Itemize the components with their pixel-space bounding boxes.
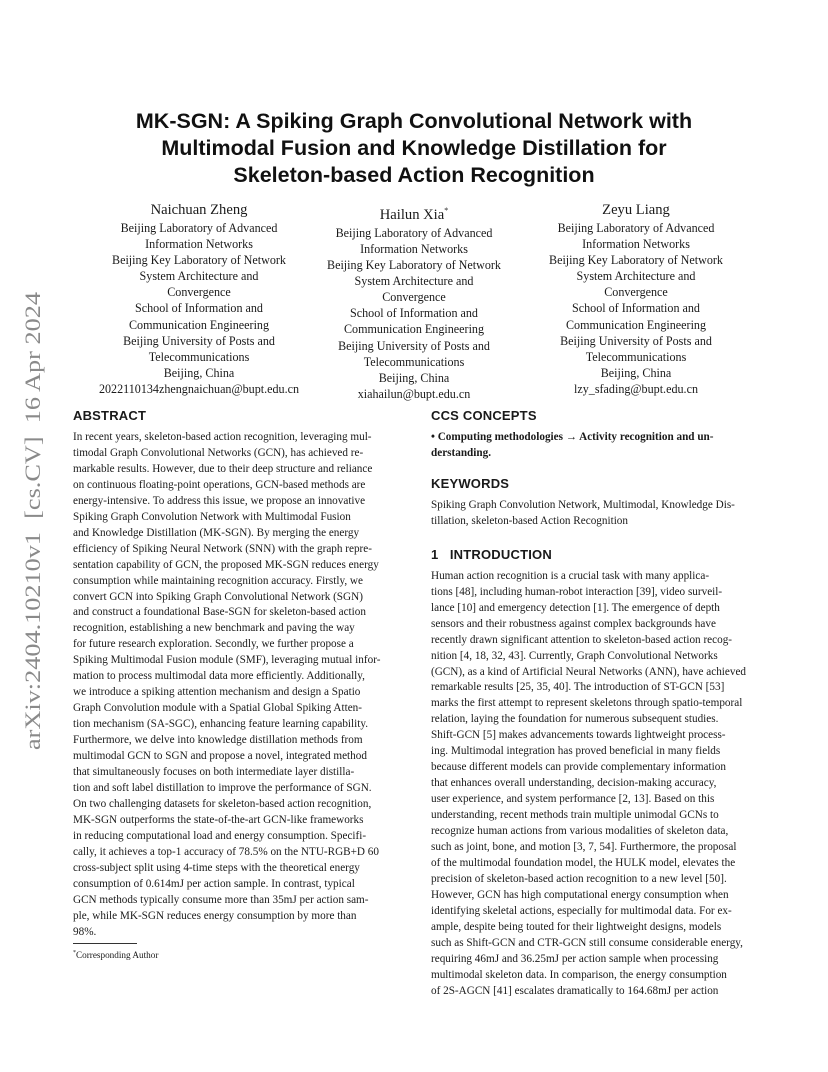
text-line: 98%. — [73, 925, 97, 938]
author-affiliation-line: Communication Engineering — [343, 322, 485, 337]
corresponding-author-mark: * — [444, 206, 449, 215]
text-line: sentation capability of GCN, the proposed MK-SGN reduces energy — [73, 558, 379, 571]
text-line: Shift-GCN [5] makes advancements towards lightweight process- — [431, 729, 726, 742]
footnote-text: Corresponding Author — [76, 950, 159, 961]
text-line: energy-intensive. To address this issue, we propose an innovative — [73, 494, 366, 507]
text-line: tion mechanism (SA-SGC), enhancing feature learning capability. — [73, 718, 369, 731]
text-line: requiring 46mJ and 36.25mJ per action sample when processing — [431, 952, 719, 965]
author-affiliation-line: Beijing University of Posts and — [123, 333, 275, 348]
text-line: because different models can provide complementary information — [431, 761, 726, 774]
text-line: cross-subject split using 4-time steps with the theoretical energy — [73, 861, 360, 874]
text-line: on continuous floating-point operations, GCN-based methods are — [73, 478, 366, 491]
text-line: tions [48], including human-robot interaction [39], video surveil- — [431, 585, 723, 598]
author-affiliation-line: Information Networks — [145, 237, 253, 252]
arxiv-identifier-stamp — [13, 290, 49, 750]
author-affiliation-line: Telecommunications — [585, 349, 687, 364]
text-line: consumption while maintaining recognition accuracy. Firstly, we — [73, 574, 363, 587]
text-line: sensors and their robustness against complex backgrounds have — [431, 617, 716, 630]
arxiv-identifier-text: arXiv:2404.10210v1 [cs.CV] 16 Apr 2024 — [20, 357, 45, 750]
text-line: GCN methods typically consume more than 35mJ per action sam- — [73, 893, 369, 906]
author-affiliation-line: System Architecture and — [139, 269, 259, 284]
author-affiliation-line: Communication Engineering — [565, 317, 707, 332]
title-line: MK-SGN: A Spiking Graph Convolutional Network with — [135, 109, 693, 133]
text-line: convert GCN into Spiking Graph Convolutional Network (SGN) — [73, 590, 363, 603]
text-line: and Knowledge Distillation (MK-SGN). By merging the energy — [73, 526, 360, 539]
text-line: Spiking Multimodal Fusion module (SMF), leveraging mutual infor- — [73, 654, 381, 667]
text-line: Furthermore, we delve into knowledge distillation methods from — [73, 734, 363, 747]
author-affiliation-line: Convergence — [167, 285, 231, 300]
text-line: consumption of 0.614mJ per action sample. In contrast, typical — [73, 877, 355, 890]
text-line: we introduce a spiking attention mechanism and design a Spatio — [73, 686, 361, 699]
text-line: tion and soft label distillation to improve the performance of SGN. — [73, 781, 372, 794]
left-column — [73, 407, 403, 941]
text-line: user experience, and system performance [2, 13]. Based on this — [431, 793, 715, 806]
title-line: Skeleton-based Action Recognition — [233, 163, 595, 187]
author-affiliation-line: System Architecture and — [576, 269, 696, 284]
keywords-body — [431, 498, 761, 530]
text-line: mation to process multimodal data more efficiently. Additionally, — [73, 670, 365, 683]
author-affiliation-line: School of Information and — [135, 301, 263, 316]
author-affiliation-line: Beijing Key Laboratory of Network — [327, 258, 501, 273]
text-line: recognition, establishing a new benchmark and paving the way — [73, 622, 355, 635]
author-affiliation-line: Beijing Laboratory of Advanced — [557, 221, 715, 235]
text-line: and construct a foundational Base-SGN for skeleton-based action — [73, 606, 366, 619]
text-line: • Computing methodologies → Activity recognition and un- — [431, 431, 714, 443]
text-line: that enhances overall understanding, decision-making accuracy, — [431, 777, 717, 790]
ccs-heading: CCS CONCEPTS — [431, 408, 537, 423]
text-line: multimodal GCN to SGN and propose a novel, integrated method — [73, 750, 367, 763]
text-line: recognize human actions from various modalities of skeleton data, — [431, 825, 729, 838]
text-line: relation, laying the foundation for numerous subsequent studies. — [431, 713, 719, 726]
text-line: ample, despite being touted for their lightweight designs, models — [431, 920, 722, 933]
author-affiliation-line: Beijing University of Posts and — [338, 338, 490, 353]
text-line: Spiking Graph Convolution Network, Multimodal, Knowledge Dis- — [431, 498, 735, 511]
text-line: efficiency of Spiking Neural Network (SNN) with the graph repre- — [73, 542, 372, 555]
author-affiliation-line: Beijing Key Laboratory of Network — [112, 253, 286, 268]
author-name: Naichuan Zheng — [150, 202, 248, 218]
text-line: (GCN), as a kind of Artificial Neural Networks (ANN), have achieved — [431, 665, 747, 678]
text-line: that simultaneously focuses on both intermediate layer distilla- — [73, 766, 355, 779]
author-email: 2022110134zhengnaichuan@bupt.edu.cn — [98, 381, 300, 396]
author-affiliation-line: Information Networks — [360, 241, 468, 256]
paper-title — [90, 108, 738, 189]
author-block-liang — [521, 201, 751, 397]
text-line: identifying skeletal actions, especially for multimodal data. For ex- — [431, 904, 732, 917]
author-name: Zeyu Liang — [602, 202, 670, 218]
text-line: lance [10] and emergency detection [1]. The emergence of depth — [431, 601, 720, 614]
author-email: xiahailun@bupt.edu.cn — [357, 386, 471, 401]
text-line: Spiking Graph Convolution Network with Multimodal Fusion — [73, 510, 351, 523]
author-affiliation-line: Information Networks — [582, 237, 690, 252]
author-affiliation-line: School of Information and — [350, 306, 478, 321]
footnote-divider — [73, 943, 137, 944]
text-line: MK-SGN outperforms the state-of-the-art GCN-like frameworks — [73, 813, 364, 826]
author-affiliation-line: Convergence — [604, 285, 668, 300]
keywords-heading: KEYWORDS — [431, 475, 510, 491]
author-block-zheng — [84, 201, 314, 397]
text-line: marks the first attempt to represent skeletons through spatio-temporal — [431, 697, 743, 710]
text-line: such as Shift-GCN and CTR-GCN still consume considerable energy, — [431, 936, 743, 949]
author-affiliation-line: Telecommunications — [148, 349, 250, 364]
author-email: lzy_sfading@bupt.edu.cn — [574, 381, 698, 396]
abstract-heading: ABSTRACT — [73, 408, 147, 423]
introduction-heading: 1 INTRODUCTION — [431, 546, 552, 562]
text-line: cally, it achieves a top-1 accuracy of 78.5% on the NTU-RGB+D 60 — [73, 845, 379, 858]
text-line: On two challenging datasets for skeleton-based action recognition, — [73, 797, 372, 810]
text-line: remarkable results [25, 35, 40]. The introduction of ST-GCN [53] — [431, 681, 725, 694]
text-line: for future research exploration. Secondly, we further propose a — [73, 638, 354, 651]
author-location: Beijing, China — [163, 365, 235, 380]
text-line: nition [4, 18, 32, 43]. Currently, Graph Convolutional Networks — [431, 649, 718, 662]
text-line: precision of skeleton-based action recognition to a new level [50]. — [431, 872, 727, 885]
author-affiliation-line: School of Information and — [572, 301, 700, 316]
introduction-body — [431, 569, 761, 1000]
author-affiliation-line: Beijing Laboratory of Advanced — [335, 225, 493, 240]
author-affiliation-line: Beijing University of Posts and — [560, 333, 712, 348]
abstract-body — [73, 430, 403, 941]
title-line: Multimodal Fusion and Knowledge Distillation for — [161, 136, 667, 160]
text-line: markable results. However, due to their deep structure and reliance — [73, 462, 373, 475]
text-line: Graph Convolution module with a Spatial Global Spiking Atten- — [73, 702, 362, 715]
text-line: multimodal skeleton data. In comparison, the energy consumption — [431, 968, 727, 981]
text-line: understanding, recent methods train multiple unimodal GCNs to — [431, 809, 719, 822]
text-line: In recent years, skeleton-based action recognition, leveraging mul- — [73, 431, 372, 443]
text-line: of the multimodal foundation model, the HULK model, elevates the — [431, 856, 736, 869]
text-line: in reducing computational load and energy consumption. Specifi- — [73, 829, 367, 842]
author-name: Hailun Xia* — [379, 206, 449, 223]
text-line: recently drawn significant attention to skeleton-based action recog- — [431, 633, 733, 646]
text-line: timodal Graph Convolutional Networks (GCN), has achieved re- — [73, 446, 364, 459]
text-line: Human action recognition is a crucial task with many applica- — [431, 569, 710, 582]
footnote — [73, 947, 158, 961]
right-column — [431, 407, 761, 1000]
author-affiliation-line: Beijing Laboratory of Advanced — [120, 221, 278, 235]
text-line: derstanding. — [431, 446, 491, 459]
text-line: tillation, skeleton-based Action Recognition — [431, 514, 628, 527]
text-line: ple, while MK-SGN reduces energy consumption by more than — [73, 909, 357, 922]
author-affiliation-line: Telecommunications — [363, 354, 465, 369]
text-line: of 2S-AGCN [41] escalates dramatically to 164.68mJ per action — [431, 984, 719, 997]
author-affiliation-line: Convergence — [382, 290, 446, 305]
text-line: However, GCN has high computational energy consumption when — [431, 888, 729, 901]
author-affiliation-line: Communication Engineering — [128, 317, 270, 332]
author-location: Beijing, China — [378, 370, 450, 385]
footnote-mark: * — [73, 950, 76, 956]
author-location: Beijing, China — [600, 365, 672, 380]
author-block-xia — [299, 201, 529, 402]
author-affiliation-line: System Architecture and — [354, 274, 474, 289]
text-line: such as joint, bone, and motion [3, 7, 54]. Furthermore, the proposal — [431, 841, 737, 854]
ccs-concepts — [431, 430, 761, 462]
author-affiliation-line: Beijing Key Laboratory of Network — [549, 253, 723, 268]
text-line: ing. Multimodal integration has proved beneficial in many fields — [431, 745, 721, 758]
